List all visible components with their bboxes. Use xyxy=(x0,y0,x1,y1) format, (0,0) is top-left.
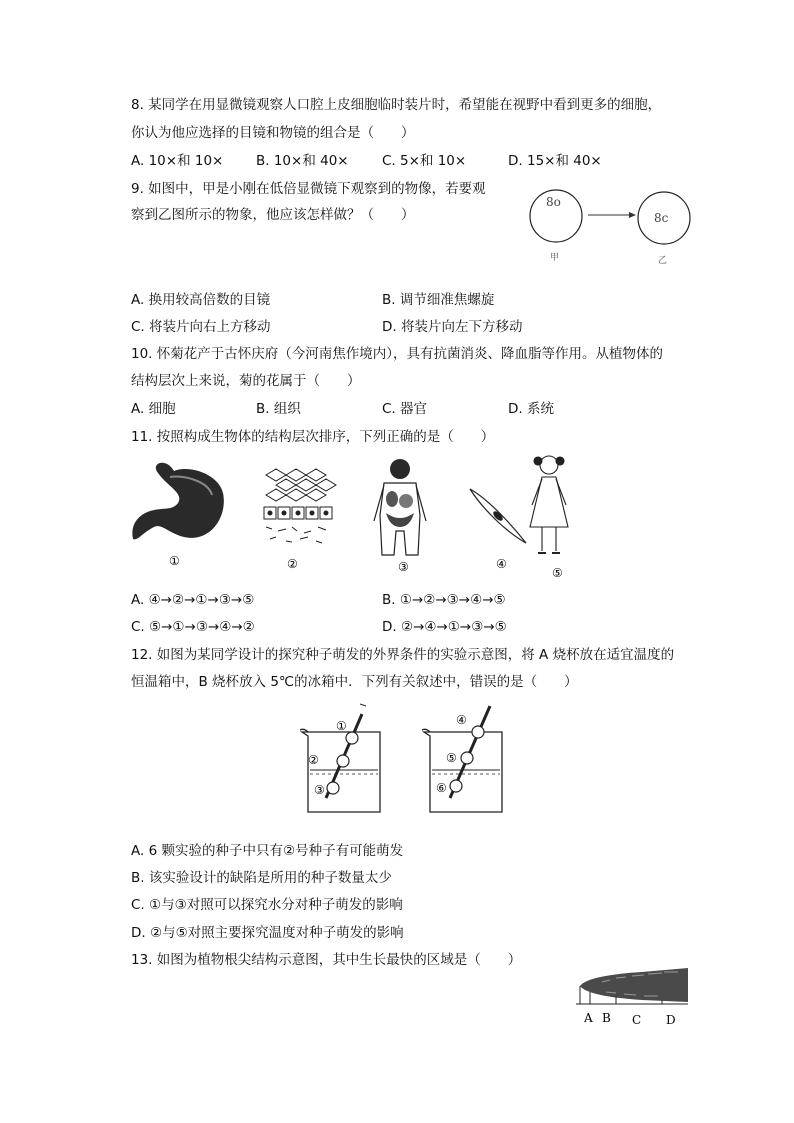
q9-option-c: C. 将装片向右上方移动 xyxy=(131,319,271,335)
tissue-image xyxy=(264,469,336,543)
label-1: ① xyxy=(169,554,180,568)
seed-3-icon xyxy=(327,782,339,794)
beaker-a-label-1: ① xyxy=(336,719,347,733)
beaker-b-label-4: ④ xyxy=(456,713,467,727)
q12-option-a: A. 6 颗实验的种子中只有②号种子有可能萌发 xyxy=(131,843,404,859)
q8-stem-line2: 你认为他应选择的目镜和物镜的组合是（ ） xyxy=(131,125,415,141)
q10-stem-line2: 结构层次上来说，菊的花属于（ ） xyxy=(131,373,361,389)
label-3: ③ xyxy=(398,560,409,574)
q10-option-b: B. 组织 xyxy=(256,401,301,417)
beaker-b-label-6: ⑥ xyxy=(436,781,447,795)
label-5: ⑤ xyxy=(552,566,563,580)
seed-4-icon xyxy=(472,726,484,738)
q11-structure-levels-figure xyxy=(128,455,588,583)
q11-option-a: A. ④→②→①→③→⑤ xyxy=(131,592,255,608)
q8-option-a: A. 10×和 10× xyxy=(131,153,224,169)
seed-5-icon xyxy=(461,752,473,764)
q12-option-d: D. ②与⑤对照主要探究温度对种子萌发的影响 xyxy=(131,925,404,941)
cell-image xyxy=(470,489,526,543)
q10-option-c: C. 器官 xyxy=(382,401,428,417)
caption-jia: 甲 xyxy=(550,253,560,263)
girl-individual-image xyxy=(530,456,568,553)
stomach-image xyxy=(132,463,223,540)
q9-stem-line1: 9. 如图中，甲是小刚在低倍显微镜下观察到的物像，若要观 xyxy=(131,181,486,197)
zone-label-a: A xyxy=(584,1011,593,1025)
beaker-a-label-2: ② xyxy=(308,753,319,767)
caption-yi: 乙 xyxy=(658,256,668,266)
seed-6-icon xyxy=(450,780,462,792)
q13-stem: 13. 如图为植物根尖结构示意图，其中生长最快的区域是（ ） xyxy=(131,952,522,968)
q11-option-d: D. ②→④→①→③→⑤ xyxy=(382,619,507,635)
q10-stem-line1: 10. 怀菊花产于古怀庆府（今河南焦作境内），具有抗菌消炎、降血脂等作用。从植物体的 xyxy=(131,346,664,362)
q8-stem-line1: 8. 某同学在用显微镜观察人口腔上皮细胞临时装片时，希望能在视野中看到更多的细胞， xyxy=(131,97,662,113)
zone-label-c: C xyxy=(632,1013,642,1027)
q13-root-tip-figure xyxy=(572,962,692,1028)
q9-option-b: B. 调节细准焦螺旋 xyxy=(382,292,495,308)
q12-seed-germination-figure xyxy=(296,700,516,818)
beaker-a-label-3: ③ xyxy=(314,783,325,797)
yi-specimen-text: 8c xyxy=(654,211,669,225)
zone-label-b: B xyxy=(602,1011,611,1025)
q11-option-c: C. ⑤→①→③→④→② xyxy=(131,619,255,635)
q10-option-a: A. 细胞 xyxy=(131,401,176,417)
q9-microscope-figure xyxy=(526,184,696,266)
q12-stem-line2: 恒温箱中，B 烧杯放入 5℃的冰箱中．下列有关叙述中，错误的是（ ） xyxy=(131,674,578,690)
q11-stem: 11. 按照构成生物体的结构层次排序，下列正确的是（ ） xyxy=(131,429,495,445)
q12-option-c: C. ①与③对照可以探究水分对种子萌发的影响 xyxy=(131,897,403,913)
q9-option-d: D. 将装片向左下方移动 xyxy=(382,319,523,335)
q8-option-c: C. 5×和 10× xyxy=(382,153,467,169)
label-4: ④ xyxy=(496,557,507,571)
q9-stem-line2: 察到乙图所示的物象，他应该怎样做？（ ） xyxy=(131,207,415,223)
root-tip-image xyxy=(576,968,688,1004)
q8-option-d: D. 15×和 40× xyxy=(508,153,602,169)
arrow-head-icon xyxy=(629,212,636,218)
human-body-system-image xyxy=(374,459,426,555)
zone-label-d: D xyxy=(666,1013,676,1027)
label-2: ② xyxy=(287,557,298,571)
beaker-b-label-5: ⑤ xyxy=(446,751,457,765)
jia-specimen-text: 8o xyxy=(546,195,561,209)
q9-option-a: A. 换用较高倍数的目镜 xyxy=(131,292,271,308)
q12-option-b: B. 该实验设计的缺陷是所用的种子数量太少 xyxy=(131,870,392,886)
q10-option-d: D. 系统 xyxy=(508,401,554,417)
q12-stem-line1: 12. 如图为某同学设计的探究种子萌发的外界条件的实验示意图，将 A 烧杯放在适宜温度的 xyxy=(131,647,675,663)
seed-2-icon xyxy=(337,755,349,767)
q8-option-b: B. 10×和 40× xyxy=(256,153,349,169)
q11-option-b: B. ①→②→③→④→⑤ xyxy=(382,592,506,608)
seed-1-icon xyxy=(346,732,358,744)
